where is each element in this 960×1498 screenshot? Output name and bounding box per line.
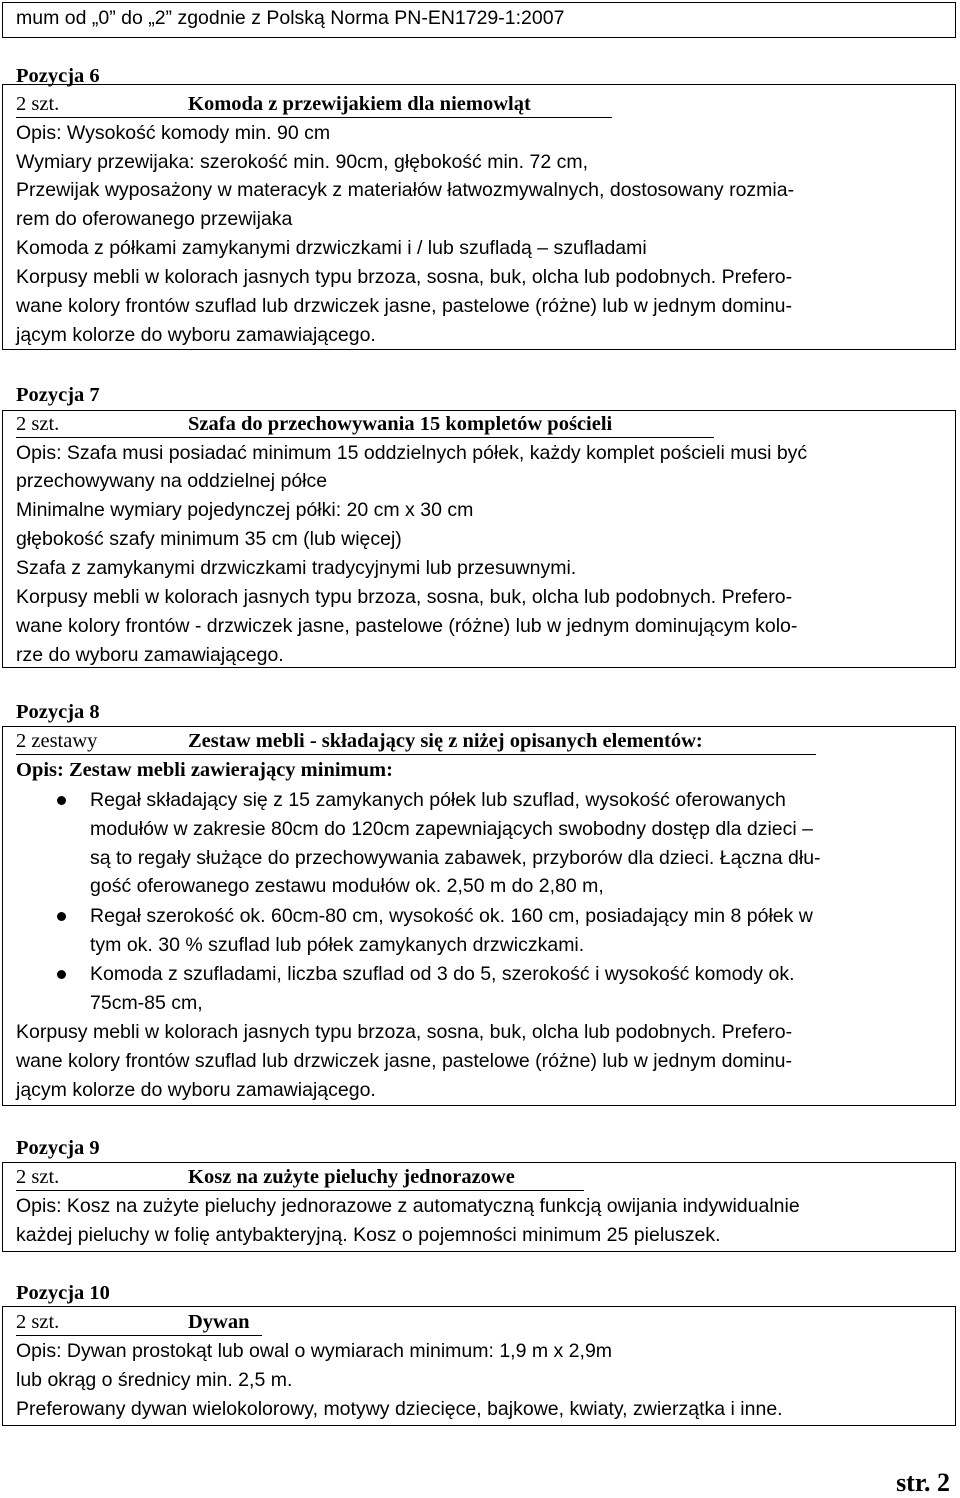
pozycja-7-line: Szafa z zamykanymi drzwiczkami tradycyjnymi lub przesuwnymi. bbox=[16, 557, 577, 579]
pozycja-7-line: Opis: Szafa musi posiadać minimum 15 oddzielnych półek, każdy komplet pościeli musi być bbox=[16, 442, 808, 464]
pozycja-9-line: Opis: Kosz na zużyte pieluchy jednorazowe z automatyczną funkcją owijania indywidualnie bbox=[16, 1195, 800, 1217]
pozycja-7-line: rze do wyboru zamawiającego. bbox=[16, 644, 284, 666]
pozycja-7-header-row bbox=[16, 410, 714, 439]
pozycja-10-heading: Pozycja 10 bbox=[16, 1282, 110, 1304]
pozycja-8-bullet-line: tym ok. 30 % szuflad lub półek zamykanych drzwiczkami. bbox=[90, 934, 585, 956]
pozycja-6-line: wane kolory frontów szuflad lub drzwiczek jasne, pastelowe (różne) lub w jednym dominu- bbox=[16, 295, 793, 317]
pozycja-9-qty: 2 szt. bbox=[16, 1166, 60, 1188]
pozycja-10-qty: 2 szt. bbox=[16, 1311, 60, 1333]
pozycja-6-heading: Pozycja 6 bbox=[16, 65, 100, 87]
pozycja-8-bullet-line: Regał szerokość ok. 60cm-80 cm, wysokość ok. 160 cm, posiadający min 8 półek w bbox=[90, 905, 813, 927]
pozycja-8-intro: Opis: Zestaw mebli zawierający minimum: bbox=[16, 759, 393, 781]
pozycja-8-header-row bbox=[16, 727, 816, 756]
pozycja-7-line: wane kolory frontów - drzwiczek jasne, pastelowe (różne) lub w jednym dominującym kolo- bbox=[16, 615, 798, 637]
pozycja-8-line: wane kolory frontów szuflad lub drzwiczek jasne, pastelowe (różne) lub w jednym dominu- bbox=[16, 1050, 793, 1072]
pozycja-10-line: Opis: Dywan prostokąt lub owal o wymiarach minimum: 1,9 m x 2,9m bbox=[16, 1340, 613, 1362]
pozycja-8-bullet-line: Komoda z szufladami, liczba szuflad od 3 do 5, szerokość i wysokość komody ok. bbox=[90, 963, 795, 985]
pozycja-6-line: Opis: Wysokość komody min. 90 cm bbox=[16, 122, 331, 144]
pozycja-6-line: rem do oferowanego przewijaka bbox=[16, 208, 293, 230]
pozycja-6-line: Komoda z półkami zamykanymi drzwiczkami i / lub szufladą – szufladami bbox=[16, 237, 647, 259]
pozycja-8-bullet-line: Regał składający się z 15 zamykanych półek lub szuflad, wysokość oferowanych bbox=[90, 789, 786, 811]
pozycja-8-line: jącym kolorze do wyboru zamawiającego. bbox=[16, 1079, 376, 1101]
pozycja-8-bullet-line: gość oferowanego zestawu modułów ok. 2,50 m do 2,80 m, bbox=[90, 875, 604, 897]
bullet-icon bbox=[57, 912, 66, 921]
pozycja-6-header-row bbox=[16, 90, 612, 119]
top-line: mum od „0” do „2” zgodnie z Polską Norma PN-EN1729-1:2007 bbox=[16, 7, 565, 29]
pozycja-6-qty: 2 szt. bbox=[16, 93, 60, 115]
page-number: str. 2 bbox=[896, 1468, 950, 1497]
pozycja-7-line: przechowywany na oddzielnej półce bbox=[16, 470, 328, 492]
bullet-icon bbox=[57, 796, 66, 805]
pozycja-6-underline bbox=[16, 117, 612, 118]
pozycja-10-header-row bbox=[16, 1308, 262, 1337]
pozycja-8-bullet-line: 75cm-85 cm, bbox=[90, 992, 203, 1014]
pozycja-7-heading: Pozycja 7 bbox=[16, 384, 100, 406]
pozycja-7-name: Szafa do przechowywania 15 kompletów pościeli bbox=[188, 413, 613, 435]
pozycja-10-line: Preferowany dywan wielokolorowy, motywy dziecięce, bajkowe, kwiaty, zwierzątka i inne. bbox=[16, 1398, 783, 1420]
pozycja-8-name: Zestaw mebli - składający się z niżej opisanych elementów: bbox=[188, 730, 703, 752]
pozycja-7-line: Minimalne wymiary pojedynczej półki: 20 cm x 30 cm bbox=[16, 499, 474, 521]
pozycja-6-line: Przewijak wyposażony w materacyk z materiałów łatwozmywalnych, dostosowany rozmia- bbox=[16, 179, 795, 201]
pozycja-8-bullet-line: modułów w zakresie 80cm do 120cm zapewniających swobodny dostęp dla dzieci – bbox=[90, 818, 813, 840]
pozycja-8-underline bbox=[16, 754, 816, 755]
pozycja-8-line: Korpusy mebli w kolorach jasnych typu brzoza, sosna, buk, olcha lub podobnych. Prefero- bbox=[16, 1021, 793, 1043]
pozycja-6-line: Korpusy mebli w kolorach jasnych typu brzoza, sosna, buk, olcha lub podobnych. Prefero- bbox=[16, 266, 793, 288]
pozycja-7-line: Korpusy mebli w kolorach jasnych typu brzoza, sosna, buk, olcha lub podobnych. Prefero- bbox=[16, 586, 793, 608]
pozycja-9-underline bbox=[16, 1190, 584, 1191]
pozycja-9-heading: Pozycja 9 bbox=[16, 1137, 100, 1159]
pozycja-6-line: jącym kolorze do wyboru zamawiającego. bbox=[16, 324, 376, 346]
pozycja-9-line: każdej pieluchy w folię antybakteryjną. Kosz o pojemności minimum 25 pieluszek. bbox=[16, 1224, 721, 1246]
pozycja-7-qty: 2 szt. bbox=[16, 413, 60, 435]
pozycja-6-name: Komoda z przewijakiem dla niemowląt bbox=[188, 93, 531, 115]
pozycja-8-qty: 2 zestawy bbox=[16, 730, 98, 752]
pozycja-10-name: Dywan bbox=[188, 1311, 250, 1333]
pozycja-8-heading: Pozycja 8 bbox=[16, 701, 100, 723]
pozycja-10-underline bbox=[16, 1335, 262, 1336]
pozycja-8-bullet-line: są to regały służące do przechowywania zabawek, przyborów dla dzieci. Łączna dłu- bbox=[90, 847, 821, 869]
pozycja-6-line: Wymiary przewijaka: szerokość min. 90cm, głębokość min. 72 cm, bbox=[16, 151, 588, 173]
pozycja-9-name: Kosz na zużyte pieluchy jednorazowe bbox=[188, 1166, 515, 1188]
bullet-icon bbox=[57, 970, 66, 979]
pozycja-7-underline bbox=[16, 437, 714, 438]
pozycja-7-line: głębokość szafy minimum 35 cm (lub więcej) bbox=[16, 528, 402, 550]
pozycja-9-header-row bbox=[16, 1163, 584, 1192]
pozycja-10-line: lub okrąg o średnicy min. 2,5 m. bbox=[16, 1369, 293, 1391]
